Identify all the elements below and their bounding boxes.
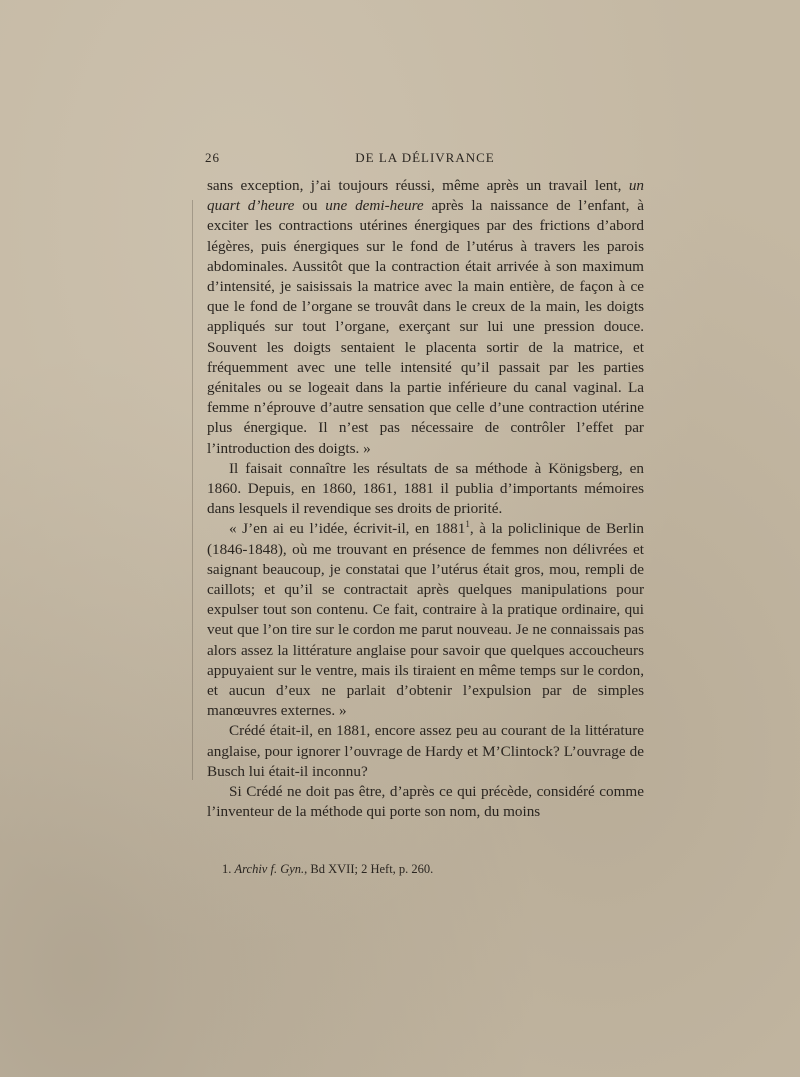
main-text [207, 176, 644, 823]
footnote-marker: 1 [465, 519, 470, 530]
paragraph-quote-end: sans exception, j’ai toujours réussi, même après un travail lent, un quart d’heure ou une demi-heure après la naissance de l’enfant, à exciter les contractions utérines énergiques par des frictions d’abord légères, puis énergiques sur le fond de l’utérus à travers les parois abdominales. Aussitôt que la contraction était arrivée à son maximum d’intensité, je saisissais la matrice avec la main entière, de façon à ce que le fond de l’organe se trouvât dans le creux de la main, les doigts appliqués sur tout l’organe, exerçant sur lui une pression douce. Souvent les doigts sentaient le placenta sortir de la matrice, et fréquemment avec une telle intensité qu’il passait par les parties génitales ou se logeait dans la partie inférieure du canal vaginal. La femme n’éprouve d’autre sensation que celle d’une contraction utérine plus énergique. Il n’est pas nécessaire de contrôler l’effet par l’introduction des doigts. » [207, 177, 644, 457]
gutter-shadow [192, 200, 193, 780]
emphasis-quarter-hour: un quart d’heure [207, 177, 644, 215]
footnote-number: 1. [222, 862, 232, 876]
footnote [222, 861, 642, 877]
paragraph-konigsberg: Il faisait connaître les résultats de sa méthode à Königsberg, en 1860. Depuis, en 1860, 1861, 1881 il publia d’importants mémoires dans lesquels il revendique ses droits de priorité. [207, 459, 644, 518]
footnote-details: , Bd XVII; 2 Heft, p. 260. [304, 862, 434, 876]
emphasis-half-hour: une demi-heure [325, 197, 424, 215]
paragraph-berlin-quote: « J’en ai eu l’idée, écrivit-il, en 1881$^1$, à la policlinique de Berlin (1846-1848), où me trouvant en présence de femmes non délivrées et saignant beaucoup, je constatai que l’utérus était gros, mou, rempli de caillots; et qu’il se contractait après quelques manipulations pour expulser tout son contenu. Ce fait, contraire à la pratique ordinaire, qui veut que l’on tire sur le cordon me parut nouveau. Je ne connaissais pas alors assez la littérature anglaise pour savoir que quelques accoucheurs appuyaient sur le ventre, mais ils tiraient en même temps sur le cordon, et aucun d’eux ne parlait d’obtenir l’expulsion par de simples manœuvres externes. » [207, 519, 645, 720]
footnote-journal: Archiv f. Gyn. [234, 862, 305, 876]
page-header [205, 150, 645, 170]
paragraph-inventor: Si Crédé ne doit pas être, d’après ce qui précède, considéré comme l’inventeur de la méthode qui porte son nom, du moins [207, 783, 644, 821]
running-title: DE LA DÉLIVRANCE [355, 150, 495, 165]
paragraph-hardy-mclintock: Crédé était-il, en 1881, encore assez peu au courant de la littérature anglaise, pour ignorer l’ouvrage de Hardy et M’Clintock? L’ouvrage de Busch lui était-il inconnu? [207, 722, 644, 780]
page-number: 26 [205, 150, 220, 165]
